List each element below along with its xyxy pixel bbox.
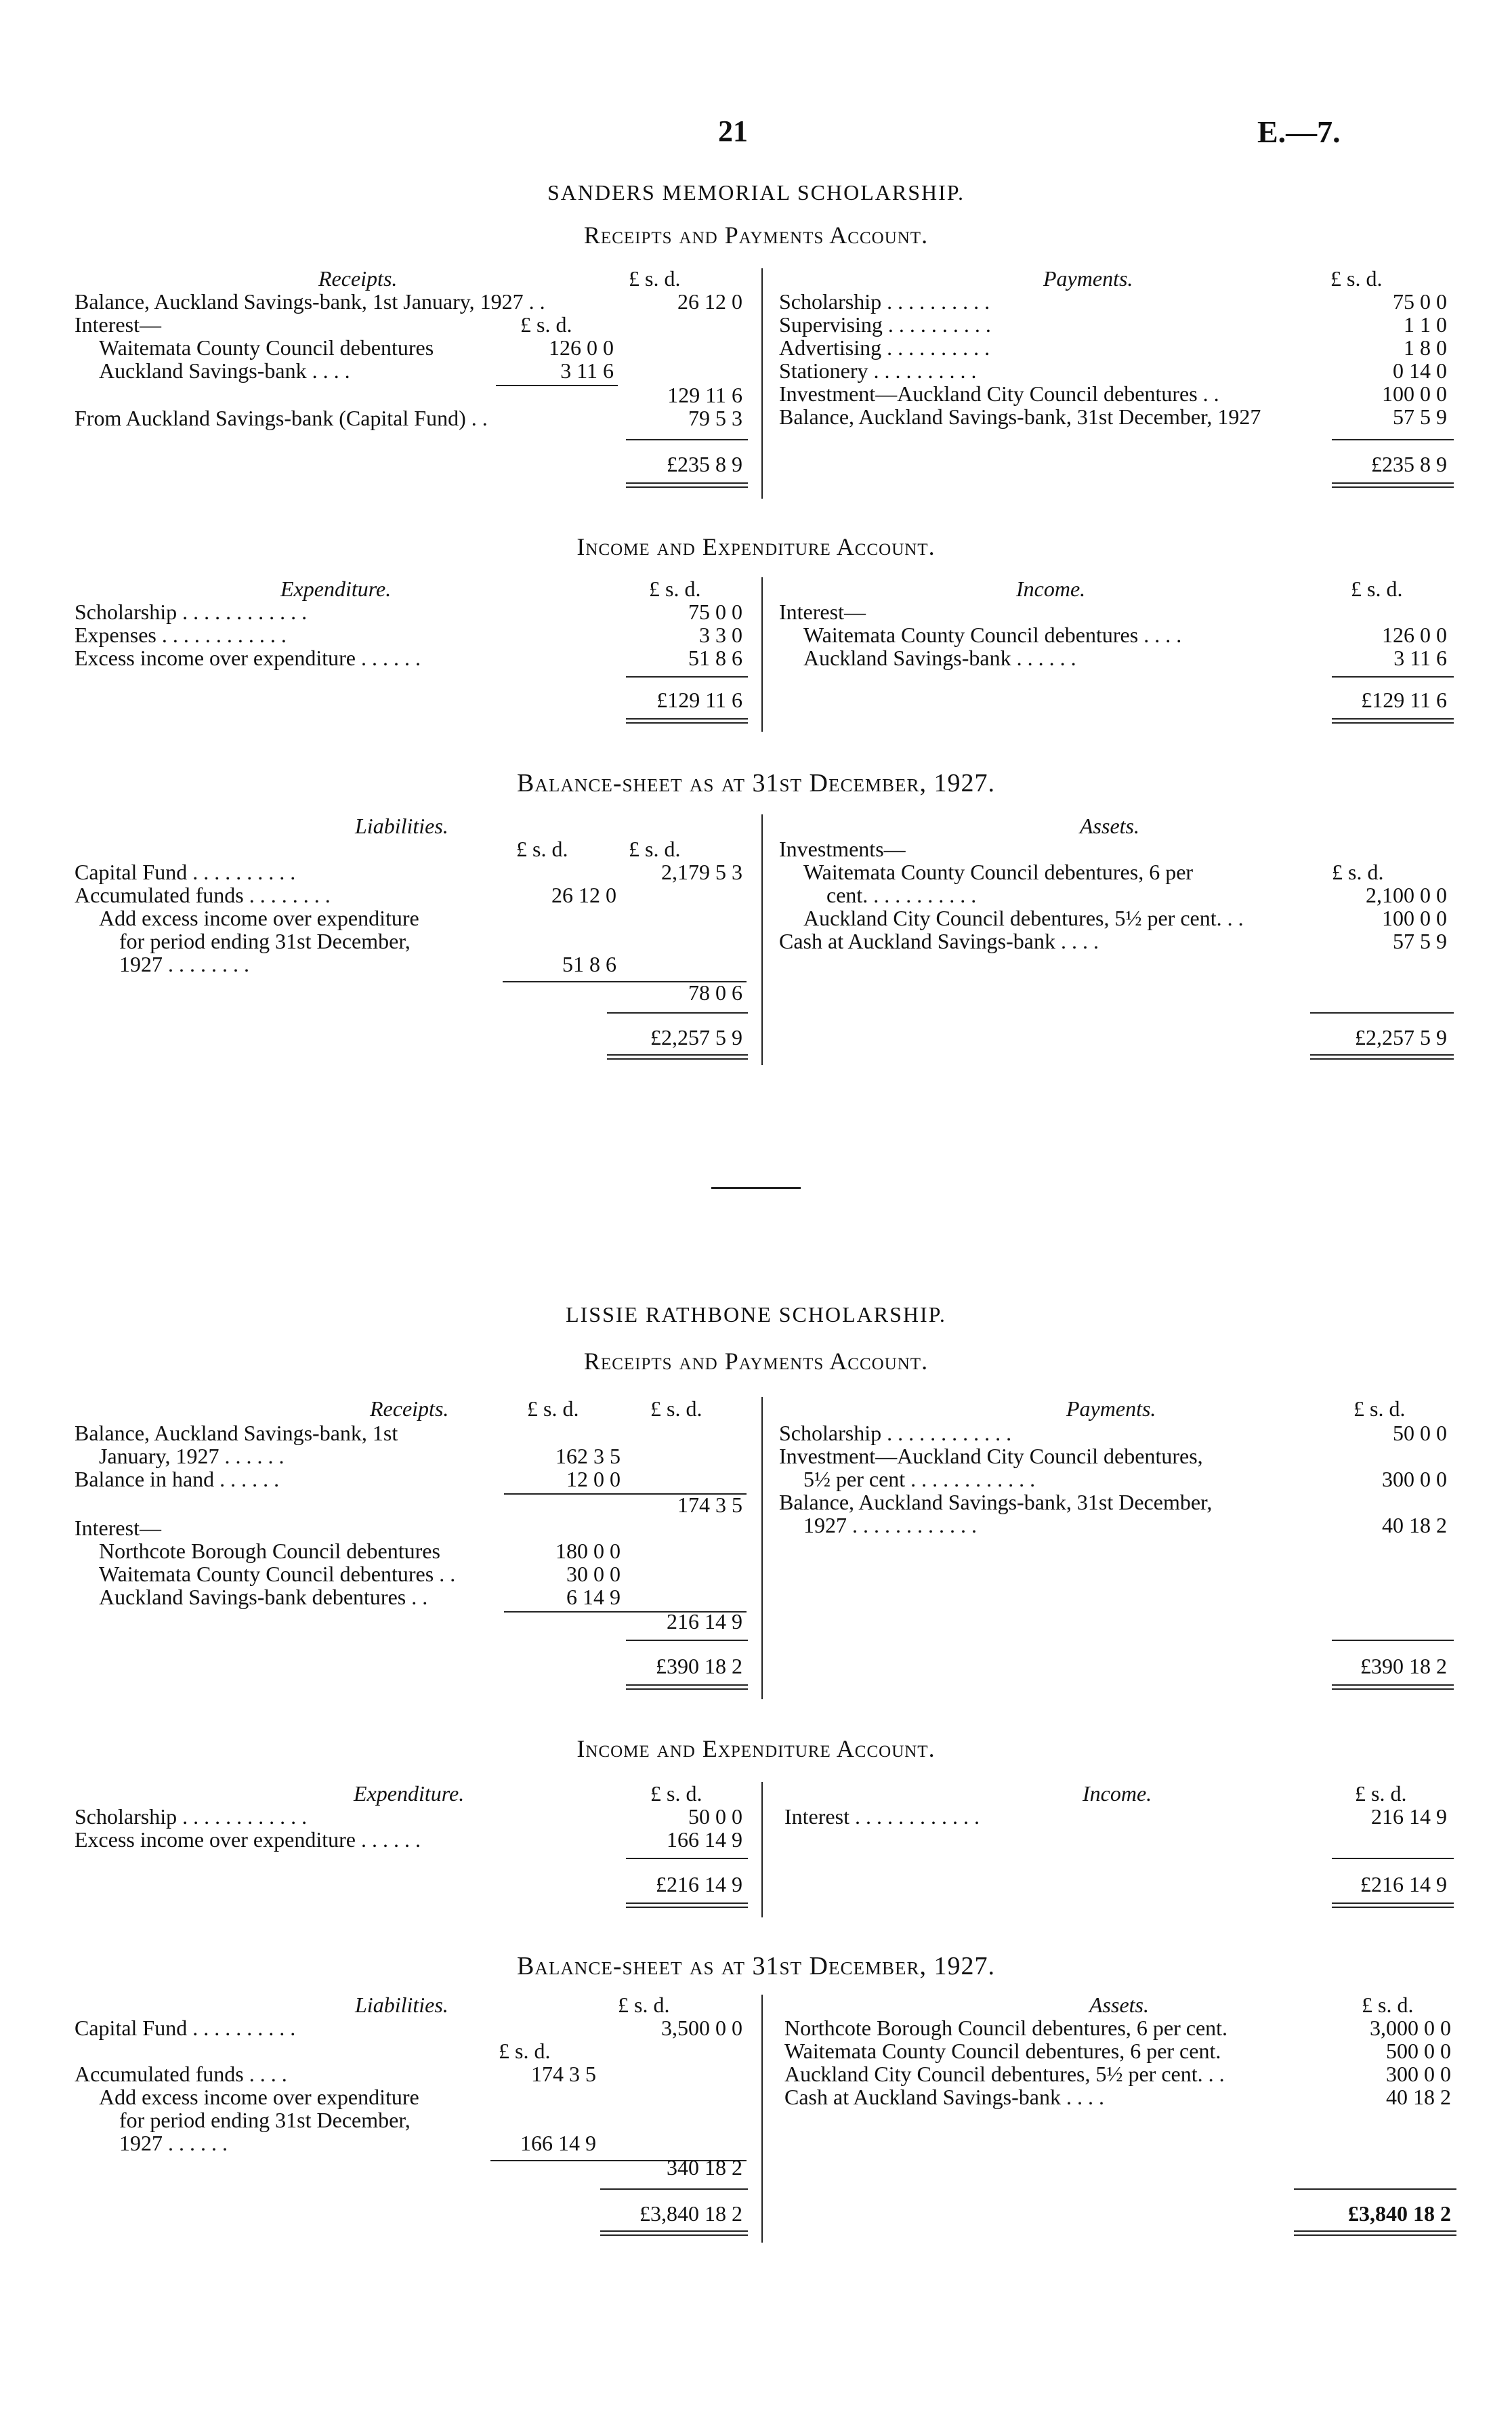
payment-amount: 1 1 0 [1404, 312, 1447, 337]
asset-amount: 57 5 9 [1393, 929, 1447, 953]
expenditure-amount: 50 0 0 [688, 1804, 742, 1829]
receipts-total: £390 18 2 [656, 1654, 742, 1678]
liability-line: for period ending 31st December, [119, 2108, 411, 2132]
assets-total: £2,257 5 9 [1355, 1025, 1447, 1049]
payments-total: £235 8 9 [1371, 452, 1447, 476]
lsd-heading: £ s. d. [527, 1396, 579, 1421]
receipt-line: Waitemata County Council debentures . . [99, 1562, 456, 1586]
expenditure-amount: 51 8 6 [688, 646, 742, 670]
income-line: Waitemata County Council debentures . . . . [803, 623, 1182, 647]
document-ref: E.—7. [1257, 115, 1341, 149]
receipt-amount: 162 3 5 [555, 1444, 621, 1468]
liabilities-total: £2,257 5 9 [650, 1025, 742, 1049]
asset-line: Northcote Borough Council debentures, 6 per cent. [784, 2016, 1228, 2040]
asset-amount: 500 0 0 [1386, 2039, 1451, 2063]
liability-subtotal: 78 0 6 [688, 980, 742, 1005]
asset-line: cent. . . . . . . . . . . [826, 883, 977, 907]
receipt-amount: 180 0 0 [555, 1539, 621, 1563]
liabilities-heading: Liabilities. [355, 814, 448, 838]
receipt-line: Northcote Borough Council debentures [99, 1539, 440, 1563]
sanders-bs-title: Balance-sheet as at 31st December, 1927. [517, 769, 995, 797]
receipt-subtotal: 216 14 9 [667, 1609, 742, 1634]
receipt-line: Interest— [75, 312, 161, 337]
payment-line: Supervising . . . . . . . . . . [779, 312, 991, 337]
payment-amount: 57 5 9 [1393, 404, 1447, 429]
receipt-line: Balance, Auckland Savings-bank, 1st [75, 1421, 398, 1445]
payment-line: 1927 . . . . . . . . . . . . [803, 1513, 977, 1537]
asset-line: Auckland City Council debentures, 5½ per cent. . . [784, 2062, 1225, 2086]
lsd-heading: £ s. d. [499, 2039, 551, 2063]
lsd-heading: £ s. d. [650, 1396, 702, 1421]
expenditure-line: Scholarship . . . . . . . . . . . . [75, 600, 308, 624]
liabilities-total: £3,840 18 2 [639, 2201, 742, 2226]
receipts-heading: Receipts. [370, 1396, 449, 1421]
liability-amount: 2,179 5 3 [661, 860, 742, 884]
lsd-heading: £ s. d. [1353, 1396, 1406, 1421]
payment-line: Scholarship . . . . . . . . . . . . [779, 1421, 1012, 1445]
liability-amount: 26 12 0 [551, 883, 616, 907]
payment-line: Advertising . . . . . . . . . . [779, 335, 990, 360]
income-heading: Income. [1083, 1781, 1152, 1806]
income-total: £216 14 9 [1360, 1872, 1447, 1896]
receipt-amount: 26 12 0 [677, 289, 742, 314]
expenditure-line: Excess income over expenditure . . . . . . [75, 1827, 421, 1852]
lsd-heading: £ s. d. [1330, 266, 1383, 291]
payment-line: 5½ per cent . . . . . . . . . . . . [803, 1467, 1036, 1491]
liability-line: Add excess income over expenditure [99, 2085, 419, 2109]
asset-line: Investments— [779, 837, 906, 861]
liability-line: Capital Fund . . . . . . . . . . [75, 2016, 296, 2040]
assets-heading: Assets. [1080, 814, 1139, 838]
payment-line: Scholarship . . . . . . . . . . [779, 289, 990, 314]
lsd-heading: £ s. d. [1351, 577, 1403, 601]
receipt-amount: 6 14 9 [566, 1585, 621, 1609]
lissie-ie-title: Income and Expenditure Account. [576, 1735, 936, 1762]
lissie-title: LISSIE RATHBONE SCHOLARSHIP. [566, 1302, 946, 1327]
asset-line: Cash at Auckland Savings-bank . . . . [779, 929, 1099, 953]
lsd-heading: £ s. d. [618, 1993, 670, 2017]
lsd-heading: £ s. d. [629, 837, 681, 861]
payment-line: Investment—Auckland City Council debentures . . [779, 381, 1219, 406]
payment-amount: 300 0 0 [1382, 1467, 1447, 1491]
payments-heading: Payments. [1043, 266, 1133, 291]
page-number: 21 [718, 115, 748, 148]
liability-line: Add excess income over expenditure [99, 906, 419, 930]
income-amount: 216 14 9 [1371, 1804, 1447, 1829]
payment-amount: 50 0 0 [1393, 1421, 1447, 1445]
liability-line: Accumulated funds . . . . [75, 2062, 287, 2086]
assets-total: £3,840 18 2 [1348, 2201, 1451, 2226]
asset-line: Cash at Auckland Savings-bank . . . . [784, 2085, 1104, 2109]
liability-subtotal: 340 18 2 [667, 2155, 742, 2180]
sanders-rp-title: Receipts and Payments Account. [583, 222, 929, 249]
liability-amount: 3,500 0 0 [661, 2016, 742, 2040]
receipt-line: Auckland Savings-bank debentures . . [99, 1585, 428, 1609]
section-divider [711, 1187, 801, 1189]
liability-line: Accumulated funds . . . . . . . . [75, 883, 331, 907]
receipt-line: Balance, Auckland Savings-bank, 1st January, 1927 . . [75, 289, 545, 314]
asset-amount: 2,100 0 0 [1366, 883, 1447, 907]
lsd-heading: £ s. d. [1355, 1781, 1407, 1806]
sanders-ie-title: Income and Expenditure Account. [576, 533, 936, 560]
payments-total: £390 18 2 [1360, 1654, 1447, 1678]
asset-amount: 100 0 0 [1382, 906, 1447, 930]
receipt-amount: 12 0 0 [566, 1467, 621, 1491]
income-line: Interest . . . . . . . . . . . . [784, 1804, 980, 1829]
payment-line: Balance, Auckland Savings-bank, 31st December, 1927 [779, 404, 1261, 429]
receipt-line: Interest— [75, 1516, 161, 1540]
lsd-heading: £ s. d. [649, 577, 701, 601]
receipt-line: Waitemata County Council debentures [99, 335, 434, 360]
lsd-heading: £ s. d. [629, 266, 681, 291]
assets-heading: Assets. [1089, 1993, 1149, 2017]
payment-amount: 100 0 0 [1382, 381, 1447, 406]
asset-line: Waitemata County Council debentures, 6 per cent. [784, 2039, 1221, 2063]
receipt-amount: 30 0 0 [566, 1562, 621, 1586]
payment-line: Balance, Auckland Savings-bank, 31st December, [779, 1490, 1213, 1514]
expenditure-heading: Expenditure. [280, 577, 392, 601]
asset-amount: 300 0 0 [1386, 2062, 1451, 2086]
expenditure-line: Scholarship . . . . . . . . . . . . [75, 1804, 308, 1829]
receipt-subtotal: 174 3 5 [677, 1493, 742, 1517]
expenditure-amount: 75 0 0 [688, 600, 742, 624]
sanders-title: SANDERS MEMORIAL SCHOLARSHIP. [547, 180, 965, 205]
lsd-heading: £ s. d. [1332, 860, 1384, 884]
asset-line: Auckland City Council debentures, 5½ per cent. . . [803, 906, 1244, 930]
expenditure-amount: 166 14 9 [667, 1827, 742, 1852]
payment-amount: 1 8 0 [1404, 335, 1447, 360]
asset-amount: 40 18 2 [1386, 2085, 1451, 2109]
lsd-heading: £ s. d. [650, 1781, 702, 1806]
receipt-line: From Auckland Savings-bank (Capital Fund) . . [75, 406, 488, 430]
liability-amount: 51 8 6 [562, 952, 616, 976]
income-line: Interest— [779, 600, 866, 624]
liability-line: 1927 . . . . . . [119, 2131, 228, 2155]
liabilities-heading: Liabilities. [355, 1993, 448, 2017]
receipt-line: Balance in hand . . . . . . [75, 1467, 280, 1491]
receipt-line: Auckland Savings-bank . . . . [99, 358, 350, 383]
liability-line: for period ending 31st December, [119, 929, 411, 953]
asset-line: Waitemata County Council debentures, 6 per [803, 860, 1194, 884]
receipt-amount: 79 5 3 [688, 406, 742, 430]
lsd-heading: £ s. d. [520, 312, 572, 337]
income-line: Auckland Savings-bank . . . . . . [803, 646, 1076, 670]
receipt-line: January, 1927 . . . . . . [99, 1444, 285, 1468]
liability-amount: 166 14 9 [520, 2131, 596, 2155]
expenditure-total: £129 11 6 [656, 688, 742, 712]
income-amount: 3 11 6 [1393, 646, 1447, 670]
lissie-rp-title: Receipts and Payments Account. [583, 1348, 929, 1375]
payments-heading: Payments. [1066, 1396, 1156, 1421]
lsd-heading: £ s. d. [516, 837, 568, 861]
payment-amount: 40 18 2 [1382, 1513, 1447, 1537]
payment-amount: 0 14 0 [1393, 358, 1447, 383]
expenditure-line: Expenses . . . . . . . . . . . . [75, 623, 287, 647]
payment-line: Investment—Auckland City Council debentures, [779, 1444, 1203, 1468]
payment-amount: 75 0 0 [1393, 289, 1447, 314]
receipt-amount: 126 0 0 [549, 335, 614, 360]
expenditure-line: Excess income over expenditure . . . . . . [75, 646, 421, 670]
lissie-bs-title: Balance-sheet as at 31st December, 1927. [517, 1952, 995, 1980]
lsd-heading: £ s. d. [1362, 1993, 1414, 2017]
income-total: £129 11 6 [1361, 688, 1447, 712]
payment-line: Stationery . . . . . . . . . . [779, 358, 977, 383]
receipt-subtotal: 129 11 6 [667, 383, 742, 407]
asset-amount: 3,000 0 0 [1370, 2016, 1451, 2040]
income-heading: Income. [1016, 577, 1086, 601]
liability-line: 1927 . . . . . . . . [119, 952, 249, 976]
liability-line: Capital Fund . . . . . . . . . . [75, 860, 296, 884]
expenditure-heading: Expenditure. [354, 1781, 465, 1806]
expenditure-amount: 3 3 0 [699, 623, 742, 647]
receipt-amount: 3 11 6 [560, 358, 614, 383]
receipts-total: £235 8 9 [667, 452, 742, 476]
liability-amount: 174 3 5 [531, 2062, 596, 2086]
receipts-heading: Receipts. [318, 266, 398, 291]
expenditure-total: £216 14 9 [656, 1872, 742, 1896]
income-amount: 126 0 0 [1382, 623, 1447, 647]
